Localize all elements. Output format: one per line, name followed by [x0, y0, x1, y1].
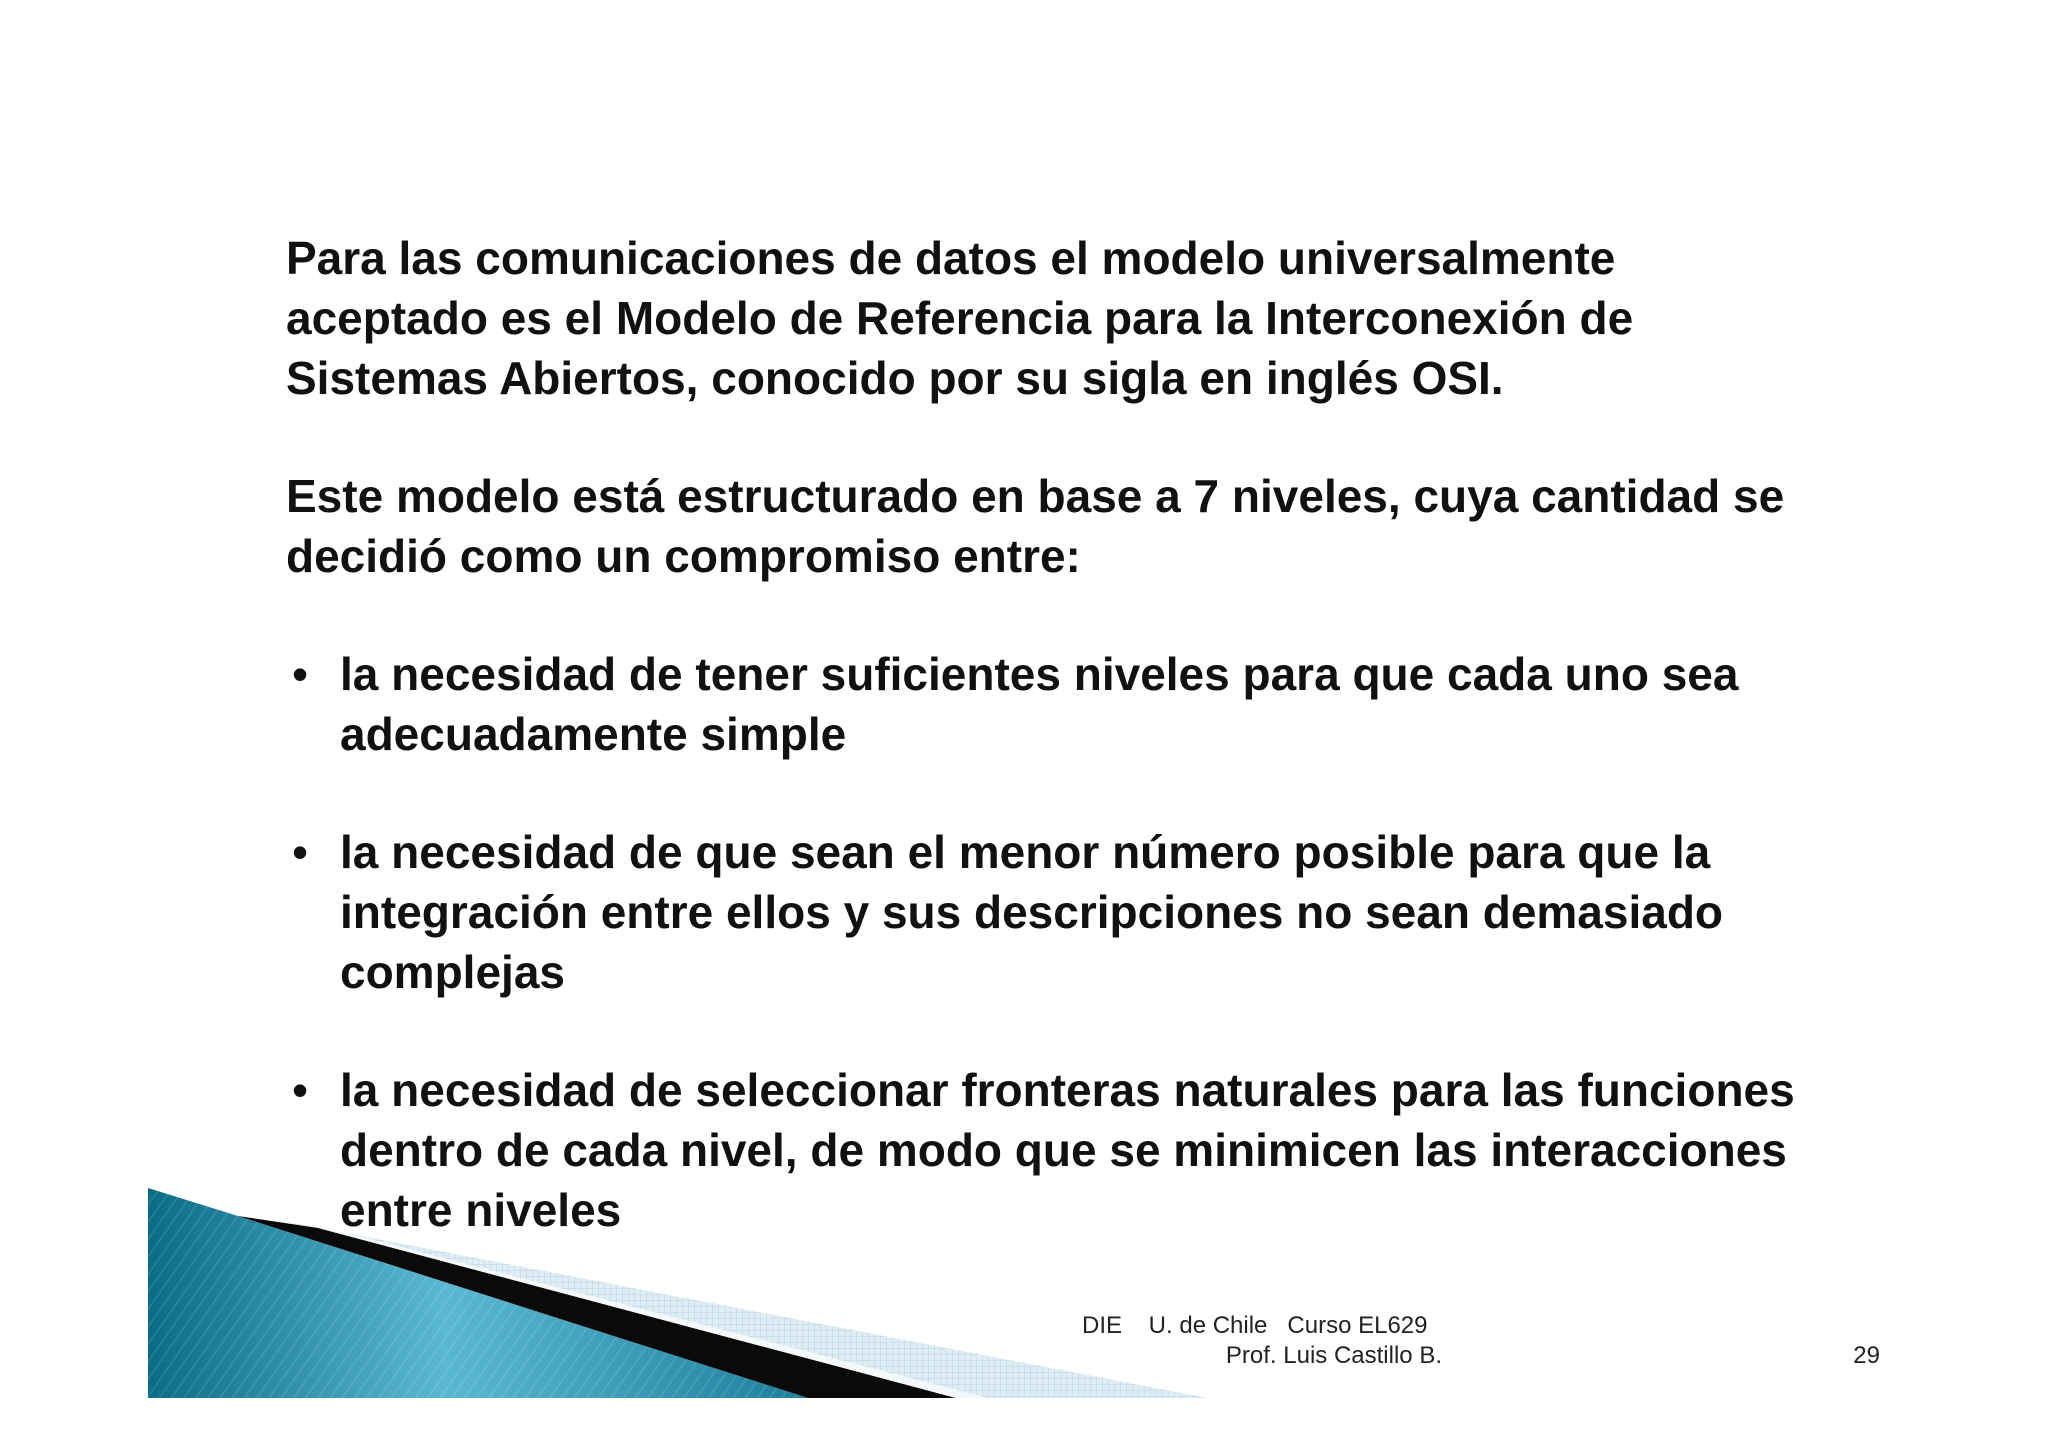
page-number: 29 — [1853, 1342, 1880, 1369]
list-item-text: la necesidad de que sean el menor número posible para que la integración entre ellos y sus descripciones no sean demasiado complejas — [340, 826, 1724, 998]
list-item — [286, 644, 1806, 764]
list-item-text: la necesidad de seleccionar fronteras naturales para las funciones dentro de cada nivel, de modo que se minimicen las interacciones entre niveles — [340, 1064, 1795, 1236]
levels-paragraph: Este modelo está estructurado en base a 7 niveles, cuya cantidad se decidió como un compromiso entre: — [286, 470, 1785, 582]
list-item — [286, 822, 1806, 1002]
bullet-icon: • — [292, 826, 309, 878]
footer-institution: DIE U. de Chile Curso EL629 — [1082, 1312, 1428, 1339]
footer-author: Prof. Luis Castillo B. — [1225, 1342, 1442, 1369]
bullet-icon: • — [292, 648, 309, 700]
teal-wedge-texture — [148, 1188, 808, 1398]
slide-body — [286, 228, 1806, 1240]
decorative-wedge-graphic — [148, 1186, 1208, 1398]
list-item-text: la necesidad de tener suficientes niveles para que cada uno sea adecuadamente simple — [340, 648, 1739, 760]
criteria-list — [286, 644, 1806, 1240]
bullet-icon: • — [292, 1064, 309, 1116]
intro-paragraph: Para las comunicaciones de datos el modelo universalmente aceptado es el Modelo de Referencia para la Interconexión de Sistemas Abiertos, conocido por su sigla en inglés OSI. — [286, 232, 1634, 404]
